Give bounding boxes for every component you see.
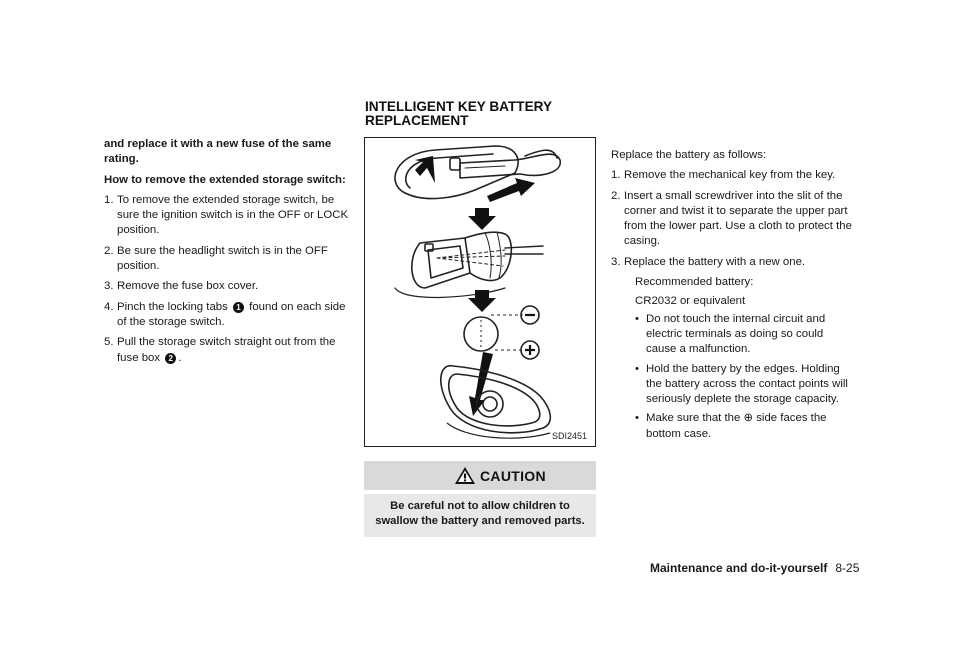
step-text: Remove the fuse box cover. [117,280,259,293]
left-subheading: How to remove the extended storage switch: [104,173,346,186]
left-step [104,335,350,366]
step-number: 4. [104,300,114,313]
step-number: 1. [611,169,621,182]
bullet-text: Hold the battery by the edges. Holding the battery across the contact points will seriously deplete the storage capacity. [646,362,848,406]
step-text: Insert a small screwdriver into the slit of the corner and twist it to separate the upper part from the lower part. Use a cloth to protect the casing. [624,189,852,248]
left-step [104,193,350,239]
step-text: Be sure the headlight switch is in the OFF position. [117,244,328,273]
bullet-dot-icon: • [635,312,639,325]
left-step [104,300,350,331]
page-footer [650,561,859,575]
right-intro: Replace the battery as follows: [611,149,767,161]
bullet-text: Do not touch the internal circuit and electric terminals as doing so could cause a malfunction. [646,312,826,356]
left-intro: and replace it with a new fuse of the same rating. [104,138,332,166]
bullet-text: Make sure that the [646,412,741,425]
caution-title: CAUTION [480,468,546,484]
caution-header [364,461,596,490]
step-text: To remove the extended storage switch, be sure the ignition switch is in the OFF or LOCK position. [117,193,349,237]
step-number: 3. [104,280,114,293]
key-battery-illustration [365,138,595,446]
caution-line: Be careful not to allow children to [390,500,570,512]
step-text: Pull the storage switch straight out from the fuse box [117,336,336,364]
bullet-list [611,312,853,442]
right-step [611,189,853,250]
right-step [611,255,853,270]
step-number: 1. [104,193,114,206]
right-column [611,148,853,446]
bullet-item [625,362,853,408]
section-heading [365,100,625,128]
warning-triangle-icon [454,466,476,485]
step-text: Remove the mechanical key from the key. [624,169,836,182]
plus-symbol-icon: ⊕ [743,412,754,425]
bullet-item [625,411,853,442]
step-text: Pinch the locking tabs [117,300,228,313]
bullet-dot-icon: • [635,412,639,425]
figure-code: SDI2451 [551,431,587,441]
callout-number-icon: 1 [233,302,244,313]
step-text-continued: found on each side of the storage switch. [117,300,346,328]
caution-line: swallow the battery and removed parts. [375,515,585,527]
left-column [104,137,350,371]
footer-section-title: Maintenance and do-it-yourself [650,561,828,575]
callout-number-icon: 2 [165,353,176,364]
bullet-item [625,312,853,358]
bullet-text-continued: side faces the bottom case. [646,412,827,440]
step-number: 2. [611,189,621,202]
page-number: 8-25 [835,561,860,575]
section-heading-line2: REPLACEMENT [365,113,469,128]
step-text-continued: . [178,351,182,364]
left-step [104,244,350,275]
recommended-value: CR2032 or equivalent [635,295,746,308]
step-number: 3. [611,255,621,268]
section-heading-line1: INTELLIGENT KEY BATTERY [365,99,553,114]
battery-replacement-figure [364,137,596,447]
step-number: 2. [104,244,114,257]
bullet-dot-icon: • [635,362,639,375]
caution-body [364,494,596,537]
left-step [104,279,350,294]
step-number: 5. [104,336,114,349]
step-text: Replace the battery with a new one. [624,255,806,268]
right-step [611,168,853,183]
recommended-label: Recommended battery: [635,276,754,289]
